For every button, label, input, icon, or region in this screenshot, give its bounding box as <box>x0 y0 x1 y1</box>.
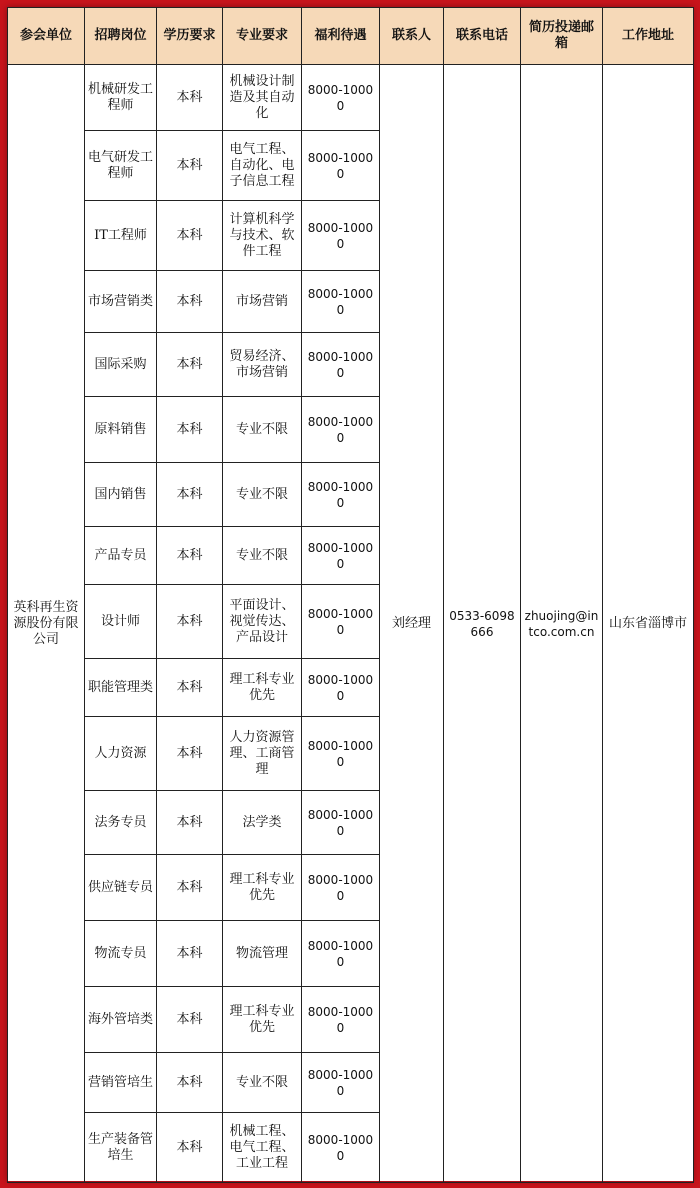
position-cell: 机械研发工程师 <box>85 65 157 131</box>
header-cell: 联系人 <box>380 8 444 65</box>
position-cell: 电气研发工程师 <box>85 131 157 201</box>
email-cell: zhuojing@intco.com.cn <box>521 65 603 1183</box>
salary-cell: 8000-10000 <box>302 855 380 921</box>
major-cell: 物流管理 <box>223 921 302 987</box>
salary-cell: 8000-10000 <box>302 271 380 333</box>
position-cell: 国际采购 <box>85 333 157 397</box>
major-cell: 理工科专业优先 <box>223 855 302 921</box>
education-cell: 本科 <box>157 131 223 201</box>
company-cell: 英科再生资源股份有限公司 <box>8 65 85 1183</box>
header-row <box>8 8 694 65</box>
position-cell: 原料销售 <box>85 397 157 463</box>
major-cell: 电气工程、自动化、电子信息工程 <box>223 131 302 201</box>
header-cell: 福利待遇 <box>302 8 380 65</box>
header-cell: 学历要求 <box>157 8 223 65</box>
salary-cell: 8000-10000 <box>302 65 380 131</box>
education-cell: 本科 <box>157 333 223 397</box>
salary-cell: 8000-10000 <box>302 921 380 987</box>
position-cell: 生产装备管培生 <box>85 1113 157 1183</box>
education-cell: 本科 <box>157 921 223 987</box>
salary-cell: 8000-10000 <box>302 659 380 717</box>
major-cell: 专业不限 <box>223 1053 302 1113</box>
position-cell: 市场营销类 <box>85 271 157 333</box>
salary-cell: 8000-10000 <box>302 527 380 585</box>
position-cell: 职能管理类 <box>85 659 157 717</box>
position-cell: 国内销售 <box>85 463 157 527</box>
position-cell: 海外管培类 <box>85 987 157 1053</box>
salary-cell: 8000-10000 <box>302 333 380 397</box>
education-cell: 本科 <box>157 791 223 855</box>
header-cell: 专业要求 <box>223 8 302 65</box>
position-cell: 供应链专员 <box>85 855 157 921</box>
education-cell: 本科 <box>157 527 223 585</box>
education-cell: 本科 <box>157 65 223 131</box>
position-cell: 人力资源 <box>85 717 157 791</box>
position-cell: 法务专员 <box>85 791 157 855</box>
position-cell: 产品专员 <box>85 527 157 585</box>
header-cell: 联系电话 <box>444 8 521 65</box>
major-cell: 贸易经济、市场营销 <box>223 333 302 397</box>
education-cell: 本科 <box>157 271 223 333</box>
salary-cell: 8000-10000 <box>302 585 380 659</box>
education-cell: 本科 <box>157 201 223 271</box>
salary-cell: 8000-10000 <box>302 201 380 271</box>
header-cell: 参会单位 <box>8 8 85 65</box>
major-cell: 计算机科学与技术、软件工程 <box>223 201 302 271</box>
salary-cell: 8000-10000 <box>302 463 380 527</box>
position-cell: 营销管培生 <box>85 1053 157 1113</box>
salary-cell: 8000-10000 <box>302 717 380 791</box>
major-cell: 机械设计制造及其自动化 <box>223 65 302 131</box>
salary-cell: 8000-10000 <box>302 987 380 1053</box>
education-cell: 本科 <box>157 659 223 717</box>
major-cell: 市场营销 <box>223 271 302 333</box>
major-cell: 法学类 <box>223 791 302 855</box>
salary-cell: 8000-10000 <box>302 791 380 855</box>
salary-cell: 8000-10000 <box>302 397 380 463</box>
table-row <box>8 65 694 131</box>
major-cell: 专业不限 <box>223 463 302 527</box>
education-cell: 本科 <box>157 717 223 791</box>
position-cell: IT工程师 <box>85 201 157 271</box>
education-cell: 本科 <box>157 585 223 659</box>
major-cell: 专业不限 <box>223 527 302 585</box>
header-cell: 工作地址 <box>603 8 694 65</box>
header-cell: 招聘岗位 <box>85 8 157 65</box>
contact-cell: 刘经理 <box>380 65 444 1183</box>
document-frame <box>7 7 693 1181</box>
major-cell: 平面设计、视觉传达、产品设计 <box>223 585 302 659</box>
salary-cell: 8000-10000 <box>302 1053 380 1113</box>
header-cell: 简历投递邮箱 <box>521 8 603 65</box>
position-cell: 物流专员 <box>85 921 157 987</box>
phone-cell: 0533-6098666 <box>444 65 521 1183</box>
education-cell: 本科 <box>157 1053 223 1113</box>
major-cell: 人力资源管理、工商管理 <box>223 717 302 791</box>
position-cell: 设计师 <box>85 585 157 659</box>
recruitment-table <box>7 7 694 1183</box>
education-cell: 本科 <box>157 397 223 463</box>
education-cell: 本科 <box>157 987 223 1053</box>
education-cell: 本科 <box>157 855 223 921</box>
major-cell: 专业不限 <box>223 397 302 463</box>
education-cell: 本科 <box>157 1113 223 1183</box>
major-cell: 理工科专业优先 <box>223 659 302 717</box>
major-cell: 理工科专业优先 <box>223 987 302 1053</box>
education-cell: 本科 <box>157 463 223 527</box>
major-cell: 机械工程、电气工程、工业工程 <box>223 1113 302 1183</box>
address-cell: 山东省淄博市 <box>603 65 694 1183</box>
salary-cell: 8000-10000 <box>302 1113 380 1183</box>
salary-cell: 8000-10000 <box>302 131 380 201</box>
